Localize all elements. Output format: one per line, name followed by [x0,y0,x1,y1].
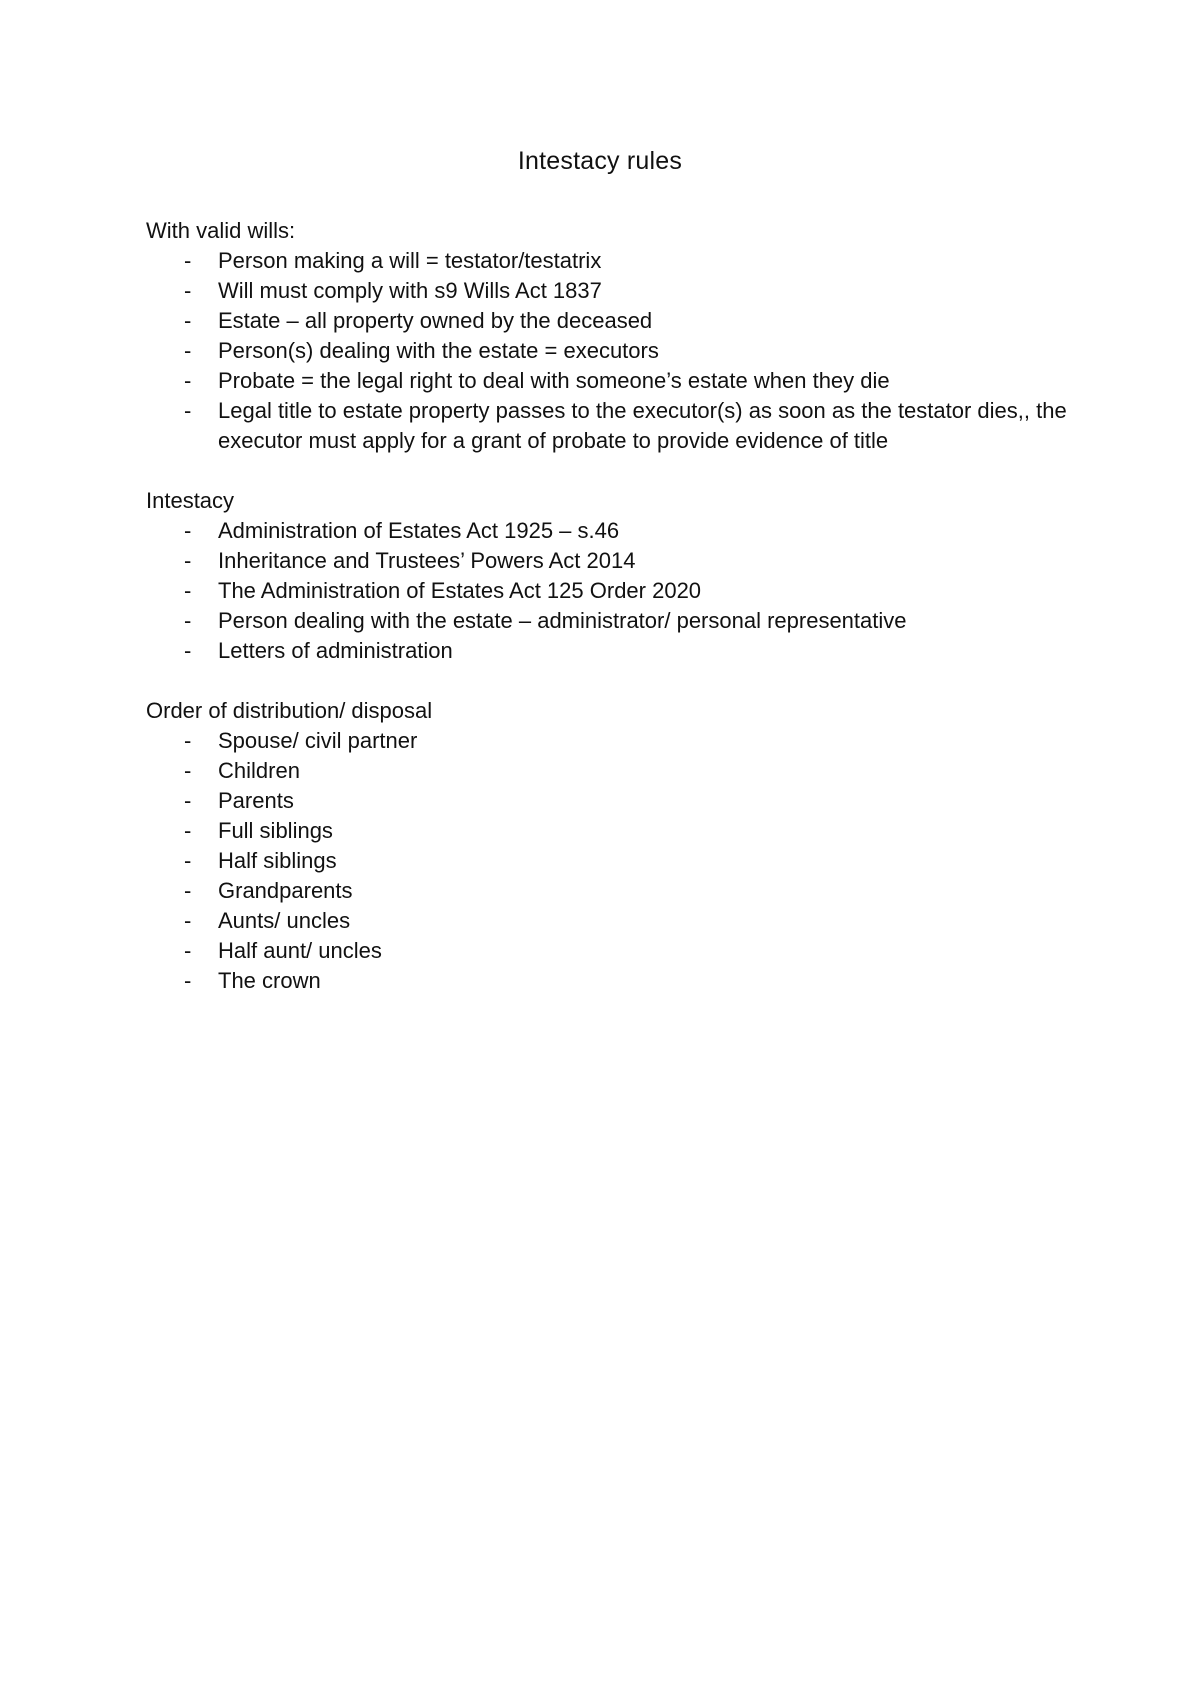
list-item-text: Probate = the legal right to deal with someone’s estate when they die [218,368,890,393]
list-item-text: Parents [218,788,294,813]
bullet-dash: - [184,878,192,903]
list-item [146,396,1106,456]
list-item-text: The Administration of Estates Act 125 Order 2020 [218,578,702,603]
bullet-dash: - [184,368,192,393]
list-item-text: Spouse/ civil partner [218,728,418,753]
bullet-dash: - [184,308,192,333]
list-item [146,516,1106,546]
list-item-text: Full siblings [218,818,333,843]
bullet-dash: - [184,758,192,783]
list-item [146,726,1106,756]
list-item [146,546,1106,576]
section-order-of-distribution [146,696,1106,996]
list-item [146,276,1106,306]
list-item-text: Grandparents [218,878,353,903]
list-item [146,966,1106,996]
list-item-text: Children [218,758,300,783]
document-body [146,216,1106,1026]
bullet-dash: - [184,848,192,873]
list-item [146,336,1106,366]
list-item [146,816,1106,846]
bullet-dash: - [184,728,192,753]
bullet-dash: - [184,908,192,933]
list-item [146,936,1106,966]
list-item [146,756,1106,786]
bullet-dash: - [184,578,192,603]
list-item-text: Will must comply with s9 Wills Act 1837 [218,278,602,303]
list-item-text: The crown [218,968,321,993]
section-valid-wills [146,216,1106,456]
list-item [146,876,1106,906]
list-item [146,366,1106,396]
list-item-text: Inheritance and Trustees’ Powers Act 2014 [218,548,636,573]
list-item-text: Legal title to estate property passes to the executor(s) as soon as the testator dies,, the executor must apply for a grant of probate to provide evidence of title [218,398,1067,453]
bullet-dash: - [184,338,192,363]
list-item [146,906,1106,936]
list-item-text: Administration of Estates Act 1925 – s.46 [218,518,620,543]
list-item-text: Estate – all property owned by the deceased [218,308,653,333]
bullet-dash: - [184,818,192,843]
list-item-text: Half siblings [218,848,337,873]
document-title: Intestacy rules [517,147,683,175]
section-heading: With valid wills: [146,218,296,243]
list-item [146,246,1106,276]
bullet-dash: - [184,548,192,573]
list-item-text: Half aunt/ uncles [218,938,382,963]
list-item-text: Aunts/ uncles [218,908,351,933]
bullet-list [146,726,1106,996]
list-item-text: Letters of administration [218,638,453,663]
list-item-text: Person dealing with the estate – administrator/ personal representative [218,608,907,633]
list-item-text: Person(s) dealing with the estate = executors [218,338,659,363]
section-heading: Order of distribution/ disposal [146,698,433,723]
bullet-list [146,516,1106,666]
list-item [146,846,1106,876]
bullet-dash: - [184,938,192,963]
list-item [146,786,1106,816]
bullet-dash: - [184,278,192,303]
list-item [146,636,1106,666]
bullet-dash: - [184,608,192,633]
list-item-text: Person making a will = testator/testatrix [218,248,602,273]
bullet-dash: - [184,968,192,993]
list-item [146,306,1106,336]
list-item [146,576,1106,606]
list-item [146,606,1106,636]
bullet-dash: - [184,248,192,273]
bullet-dash: - [184,398,192,423]
bullet-dash: - [184,518,192,543]
bullet-dash: - [184,638,192,663]
bullet-list [146,246,1106,456]
bullet-dash: - [184,788,192,813]
section-intestacy [146,486,1106,666]
section-heading: Intestacy [146,488,235,513]
